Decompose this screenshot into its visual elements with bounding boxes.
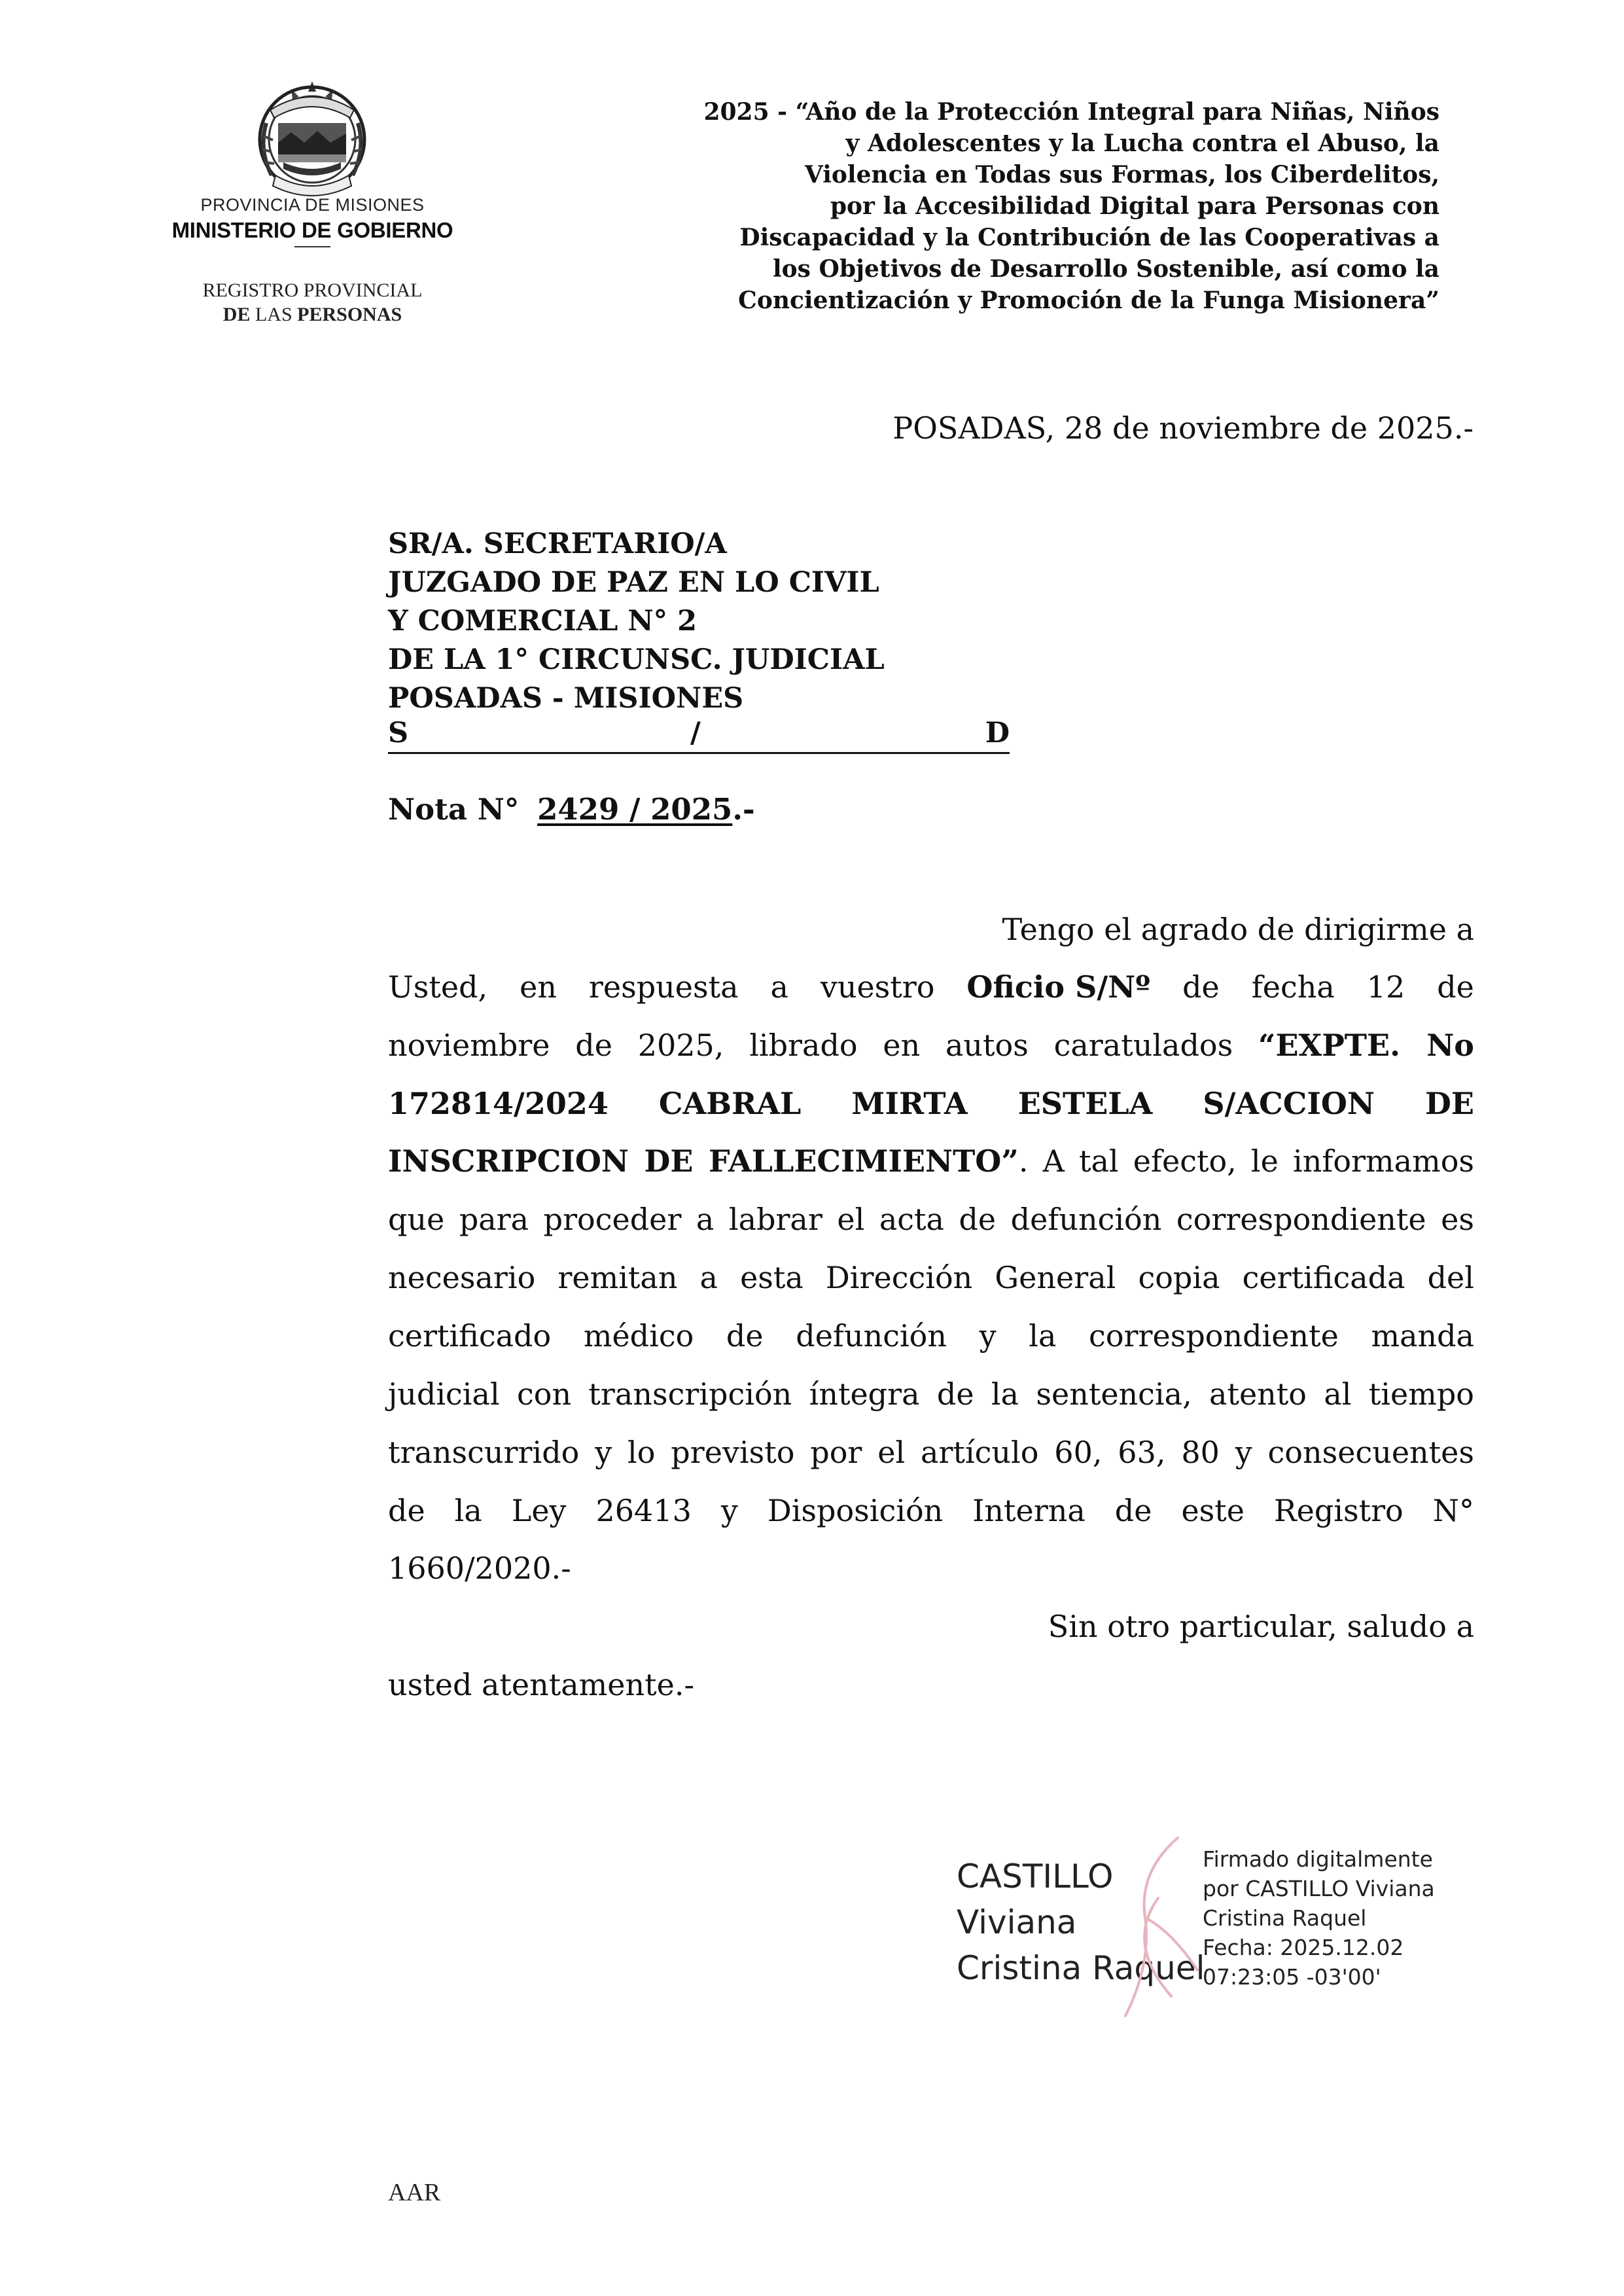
note-number	[388, 792, 755, 827]
provincial-seal-logo	[252, 77, 373, 198]
word: 12	[1366, 969, 1405, 1005]
addressee-line: SR/A. SECRETARIO/A	[388, 528, 727, 560]
motto-line: Discapacidad y la Contribución de las Cooperativas a	[739, 224, 1439, 251]
word-bold: ESTELA	[1017, 1086, 1153, 1121]
addressee-line: Y COMERCIAL N° 2	[388, 605, 697, 637]
word-bold: S/ACCION	[1203, 1086, 1375, 1121]
registry-word-personas: PERSONAS	[297, 304, 402, 325]
note-suffix: .-	[732, 792, 755, 827]
signer-name-line: CASTILLO	[957, 1857, 1114, 1895]
word-bold: CABRAL	[658, 1086, 802, 1121]
registry-name-line2	[157, 304, 468, 326]
body-line	[388, 967, 1474, 1007]
body-line	[388, 1026, 1474, 1065]
province-name: PROVINCIA DE MISIONES	[200, 195, 425, 215]
ministry-name: MINISTERIO DE GOBIERNO	[171, 218, 453, 242]
text-bold: INSCRIPCION DE FALLECIMIENTO”	[388, 1143, 1019, 1179]
registry-name-line1: REGISTRO PROVINCIAL	[202, 279, 423, 301]
addressee-line: DE LA 1° CIRCUNSC. JUDICIAL	[388, 643, 885, 676]
word: vuestro	[820, 969, 935, 1005]
word: en	[520, 969, 557, 1005]
addressee-line: JUZGADO DE PAZ EN LO CIVIL	[388, 566, 879, 599]
signature-info-line: Fecha: 2025.12.02	[1203, 1935, 1404, 1960]
text: . A tal efecto, le informamos	[1018, 1143, 1474, 1179]
word: fecha	[1251, 969, 1335, 1005]
body-line: de la Ley 26413 y Disposición Interna de este Registro N°	[388, 1493, 1474, 1528]
signer-name-line: Viviana	[957, 1903, 1077, 1941]
word: Usted,	[388, 969, 488, 1005]
body-line: necesario remitan a esta Dirección General copia certificada del	[388, 1260, 1474, 1295]
signer-name-line: Cristina Raquel	[957, 1949, 1205, 1987]
sd-d: D	[985, 717, 1010, 749]
word-bold: 172814/2024	[388, 1086, 609, 1121]
signature-info-line: 07:23:05 -03'00'	[1203, 1964, 1381, 1990]
body-line: certificado médico de defunción y la correspondiente manda	[388, 1318, 1474, 1354]
author-initials: AAR	[388, 2179, 441, 2206]
registry-word-de: DE	[222, 304, 251, 325]
sd-slash: /	[690, 717, 701, 749]
body-line: judicial con transcripción íntegra de la sentencia, atento al tiempo	[388, 1376, 1474, 1412]
digital-signature-info	[1203, 1844, 1435, 1992]
body-line: Sin otro particular, saludo a	[1048, 1609, 1474, 1644]
note-label: Nota N°	[388, 792, 520, 827]
body-line: transcurrido y lo previsto por el artículo 60, 63, 80 y consecuentes	[388, 1435, 1474, 1470]
text-bold: “EXPTE. No	[1258, 1028, 1474, 1063]
motto-line: los Objetivos de Desarrollo Sostenible, así como la	[772, 255, 1439, 283]
body-line: que para proceder a labrar el acta de defunción correspondiente es	[388, 1202, 1474, 1237]
body-line	[388, 1084, 1474, 1123]
body-line: usted atentamente.-	[388, 1667, 695, 1702]
word-bold: Oficio S/Nº	[966, 969, 1151, 1005]
text: noviembre de 2025, librado en autos caratulados	[388, 1028, 1258, 1063]
signature-info-line: Cristina Raquel	[1203, 1905, 1367, 1931]
registry-word-las: LAS	[255, 304, 292, 325]
note-value: 2429 / 2025	[537, 792, 733, 827]
signature-info-line: Firmado digitalmente	[1203, 1846, 1433, 1872]
motto-line: Concientización y Promoción de la Funga Misionera”	[738, 287, 1439, 314]
sd-s: S	[388, 717, 409, 749]
body-line: Tengo el agrado de dirigirme a	[1002, 912, 1474, 947]
motto-line: Violencia en Todas sus Formas, los Ciberdelitos,	[804, 161, 1439, 188]
body-line	[388, 1141, 1474, 1181]
word: de	[1182, 969, 1220, 1005]
word-bold: DE	[1425, 1086, 1474, 1121]
body-line: 1660/2020.-	[388, 1551, 571, 1586]
word: a	[770, 969, 788, 1005]
addressee-block	[388, 525, 885, 718]
su-despacho-line	[388, 718, 1010, 754]
year-motto	[615, 96, 1439, 316]
word: respuesta	[588, 969, 739, 1005]
motto-line: 2025 - “Año de la Protección Integral para Niñas, Niños	[703, 98, 1439, 126]
logo-divider	[294, 246, 330, 247]
word: de	[1437, 969, 1474, 1005]
word-bold: MIRTA	[851, 1086, 968, 1121]
signature-info-line: por CASTILLO Viviana	[1203, 1876, 1435, 1901]
motto-line: y Adolescentes y la Lucha contra el Abuso, la	[845, 130, 1439, 157]
digital-signature-mark-icon	[1099, 1833, 1217, 2022]
addressee-line: POSADAS - MISIONES	[388, 682, 744, 715]
date-line: POSADAS, 28 de noviembre de 2025.-	[892, 410, 1474, 446]
motto-line: por la Accesibilidad Digital para Personas con	[830, 192, 1439, 220]
